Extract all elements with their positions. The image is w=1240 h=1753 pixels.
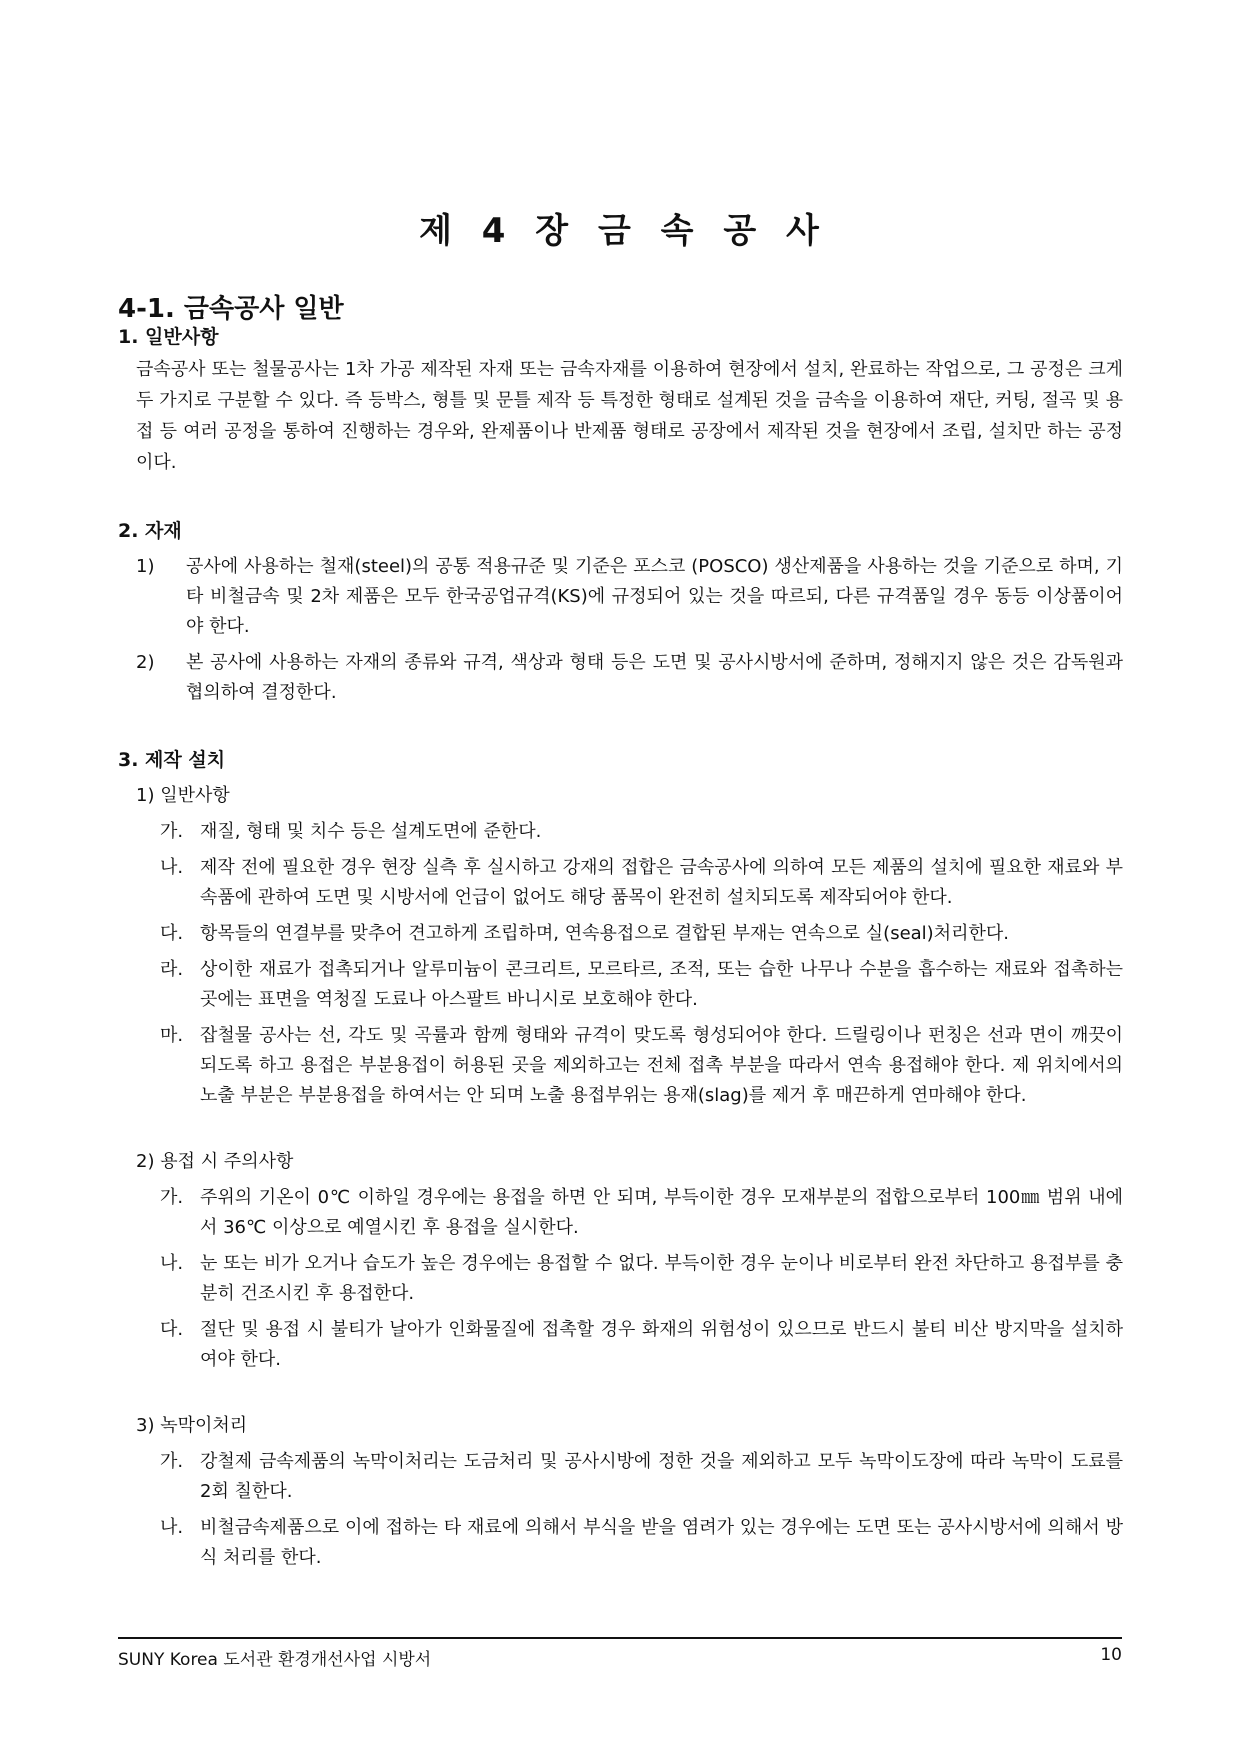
subheading-general: 1) 일반사항	[136, 785, 230, 806]
footer-divider	[118, 1637, 1122, 1639]
list-item	[160, 955, 1123, 1015]
item-text: 항목들의 연결부를 맞추어 견고하게 조립하며, 연속용접으로 결합된 부재는 연속으로 실(seal)처리한다.	[200, 923, 1009, 944]
item-marker: 다.	[160, 923, 184, 944]
chapter-title: 제 4 장 금 속 공 사	[419, 211, 821, 251]
section-title: 4-1. 금속공사 일반	[118, 294, 344, 324]
list-item	[160, 817, 1123, 847]
item-text: 재질, 형태 및 치수 등은 설계도면에 준한다.	[200, 821, 542, 842]
list-item	[136, 648, 1123, 708]
item-text: 잡철물 공사는 선, 각도 및 곡률과 함께 형태와 규격이 맞도록 형성되어야 한다. 드릴링이나 펀칭은 선과 면이 깨끗이 되도록 하고 용접은 부분용접이 허용된 곳을 제외하고는 전체 접촉 부분을 따라서 연속 용접해야 한다. 제 위치에서의 노출 부분은 부분용접을 하여서는 안 되며 노출 용접부위는 용재(slag)를 제거 후 매끈하게 연마해야 한다.	[200, 1025, 1123, 1106]
item-text: 비철금속제품으로 이에 접하는 타 재료에 의해서 부식을 받을 염려가 있는 경우에는 도면 또는 공사시방서에 의해서 방식 처리를 한다.	[200, 1517, 1123, 1568]
item-text: 강철제 금속제품의 녹막이처리는 도금처리 및 공사시방에 정한 것을 제외하고 모두 녹막이도장에 따라 녹막이 도료를 2회 칠한다.	[200, 1451, 1123, 1502]
list-item	[160, 1183, 1123, 1243]
section-general	[118, 322, 1123, 478]
item-text: 절단 및 용접 시 불티가 날아가 인화물질에 접촉할 경우 화재의 위험성이 있으므로 반드시 불티 비산 방지막을 설치하여야 한다.	[200, 1319, 1123, 1370]
list-item	[160, 919, 1123, 949]
subheading-welding: 2) 용접 시 주의사항	[136, 1151, 294, 1172]
item-text: 주위의 기온이 0℃ 이하일 경우에는 용접을 하면 안 되며, 부득이한 경우 모재부분의 접합으로부터 100㎜ 범위 내에서 36℃ 이상으로 예열시킨 후 용접을 실시한다.	[200, 1187, 1123, 1238]
item-text: 눈 또는 비가 오거나 습도가 높은 경우에는 용접할 수 없다. 부득이한 경우 눈이나 비로부터 완전 차단하고 용접부를 충분히 건조시킨 후 용접한다.	[200, 1253, 1123, 1304]
item-marker: 나.	[160, 1253, 184, 1274]
list-item	[160, 853, 1123, 913]
heading-materials: 2. 자재	[118, 520, 182, 542]
item-text: 공사에 사용하는 철재(steel)의 공통 적용규준 및 기준은 포스코 (POSCO) 생산제품을 사용하는 것을 기준으로 하며, 기타 비철금속 및 2차 제품은 모두 한국공업규격(KS)에 규정되어 있는 것을 따르되, 다른 규격품일 경우 동등 이상품이어야 한다.	[186, 556, 1123, 637]
page-number: 10	[1100, 1645, 1122, 1665]
item-marker: 나.	[160, 1517, 184, 1538]
heading-fabrication: 3. 제작 설치	[118, 749, 226, 771]
list-item	[136, 552, 1123, 642]
item-marker: 마.	[160, 1025, 184, 1046]
item-marker: 가.	[160, 821, 184, 842]
list-item	[160, 1513, 1123, 1573]
item-marker: 2)	[136, 652, 155, 673]
general-body: 금속공사 또는 철물공사는 1차 가공 제작된 자재 또는 금속자재를 이용하여 현장에서 설치, 완료하는 작업으로, 그 공정은 크게 두 가지로 구분할 수 있다. 즉 등박스, 형틀 및 문틀 제작 등 특정한 형태로 설계된 것을 금속을 이용하여 재단, 커팅, 절곡 및 용접 등 여러 공정을 통하여 진행하는 경우와, 완제품이나 반제품 형태로 공장에서 제작된 것을 현장에서 조립, 설치만 하는 공정이다.	[136, 359, 1123, 473]
item-marker: 다.	[160, 1319, 184, 1340]
item-text: 본 공사에 사용하는 자재의 종류와 규격, 색상과 형태 등은 도면 및 공사시방서에 준하며, 정해지지 않은 것은 감독원과 협의하여 결정한다.	[186, 652, 1123, 703]
list-item	[160, 1021, 1123, 1111]
list-item	[160, 1249, 1123, 1309]
list-item	[160, 1447, 1123, 1507]
item-marker: 1)	[136, 556, 155, 577]
section-materials	[118, 516, 1123, 708]
item-marker: 라.	[160, 959, 184, 980]
item-text: 상이한 재료가 접촉되거나 알루미늄이 콘크리트, 모르타르, 조적, 또는 습한 나무나 수분을 흡수하는 재료와 접촉하는 곳에는 표면을 역청질 도료나 아스팔트 바니시로 보호해야 한다.	[200, 959, 1123, 1010]
list-item	[160, 1315, 1123, 1375]
footer-document-title: SUNY Korea 도서관 환경개선사업 시방서	[118, 1650, 432, 1670]
subheading-rustproofing: 3) 녹막이처리	[136, 1415, 248, 1436]
item-marker: 가.	[160, 1187, 184, 1208]
item-marker: 나.	[160, 857, 184, 878]
section-fabrication	[118, 745, 1123, 1573]
item-text: 제작 전에 필요한 경우 현장 실측 후 실시하고 강재의 접합은 금속공사에 의하여 모든 제품의 설치에 필요한 재료와 부속품에 관하여 도면 및 시방서에 언급이 없어도 해당 품목이 완전히 설치되도록 제작되어야 한다.	[200, 857, 1123, 908]
heading-general: 1. 일반사항	[118, 326, 219, 348]
item-marker: 가.	[160, 1451, 184, 1472]
